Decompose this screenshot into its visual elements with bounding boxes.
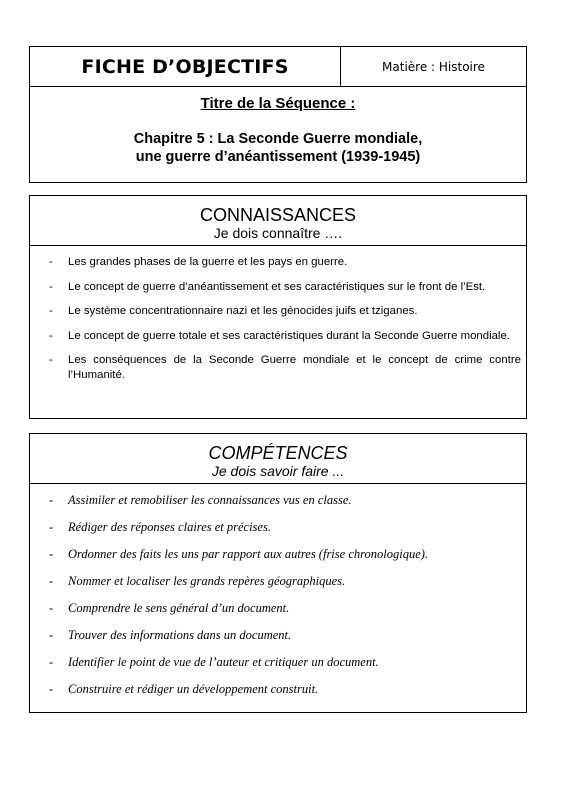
list-item (49, 353, 521, 383)
sequence-label: Titre de la Séquence : (200, 95, 356, 112)
header-box (29, 46, 527, 183)
list-item-text: Les grandes phases de la guerre et les pays en guerre. (68, 256, 348, 268)
bullet-dash: - (49, 547, 54, 561)
list-item-text: Nommer et localiser les grands repères géographiques. (68, 574, 346, 588)
list-item (49, 574, 521, 589)
list-item-text: Ordonner des faits les uns par rapport aux autres (frise chronologique). (68, 547, 429, 561)
bullet-dash: - (49, 280, 53, 293)
bullet-dash: - (49, 682, 54, 696)
connaissances-box (29, 195, 527, 419)
connaissances-header (30, 196, 526, 246)
list-item (49, 255, 521, 270)
subject-label: Matière : Histoire (382, 59, 485, 74)
list-item-text: Rédiger des réponses claires et précises. (68, 520, 271, 534)
connaissances-list (30, 246, 526, 383)
list-item-text: Le concept de guerre totale et ses caractéristiques durant la Seconde Guerre mondiale. (68, 329, 510, 342)
list-item (49, 280, 521, 295)
list-item-text: Les conséquences de la Seconde Guerre mondiale et le concept de crime contre l’Humanité. (68, 354, 521, 381)
bullet-dash: - (49, 601, 54, 615)
list-item-text: Construire et rédiger un développement construit. (68, 682, 319, 696)
bullet-dash: - (49, 493, 54, 507)
list-item-text: Le système concentrationnaire nazi et les génocides juifs et tziganes. (68, 305, 418, 317)
header-top-row (30, 47, 526, 87)
list-item (49, 601, 521, 616)
list-item-text: Le concept de guerre d’anéantissement et ses caractéristiques sur le front de l’Est. (68, 280, 486, 293)
chapter-title (30, 130, 526, 166)
sequence-block (30, 95, 526, 166)
list-item-text: Identifier le point de vue de l’auteur et critiquer un document. (68, 655, 379, 669)
connaissances-title: CONNAISSANCES (199, 205, 357, 225)
list-item-text: Comprendre le sens général d’un document. (68, 601, 290, 615)
chapter-line-2: une guerre d’anéantissement (1939-1945) (135, 149, 421, 165)
connaissances-subtitle: Je dois connaître …. (213, 225, 343, 241)
bullet-dash: - (49, 305, 53, 317)
list-item (49, 304, 521, 319)
list-item (49, 520, 521, 535)
bullet-dash: - (49, 329, 53, 342)
bullet-dash: - (49, 256, 53, 268)
competences-box (29, 433, 527, 713)
bullet-dash: - (49, 574, 54, 588)
competences-header (30, 434, 526, 484)
bullet-dash: - (49, 520, 54, 534)
bullet-dash: - (49, 655, 54, 669)
competences-subtitle: Je dois savoir faire ... (211, 463, 345, 479)
chapter-line-1: Chapitre 5 : La Seconde Guerre mondiale, (133, 131, 423, 147)
list-item (49, 682, 521, 697)
bullet-dash: - (49, 628, 54, 642)
bullet-dash: - (49, 354, 53, 366)
list-item (49, 329, 521, 344)
list-item-text: Trouver des informations dans un document. (68, 628, 292, 642)
list-item (49, 493, 521, 508)
list-item-text: Assimiler et remobiliser les connaissances vus en classe. (68, 493, 352, 507)
list-item (49, 655, 521, 670)
competences-list (30, 484, 526, 697)
list-item (49, 628, 521, 643)
document-title: FICHE D’OBJECTIFS (30, 47, 341, 86)
list-item (49, 547, 521, 562)
competences-title: COMPÉTENCES (208, 443, 348, 463)
